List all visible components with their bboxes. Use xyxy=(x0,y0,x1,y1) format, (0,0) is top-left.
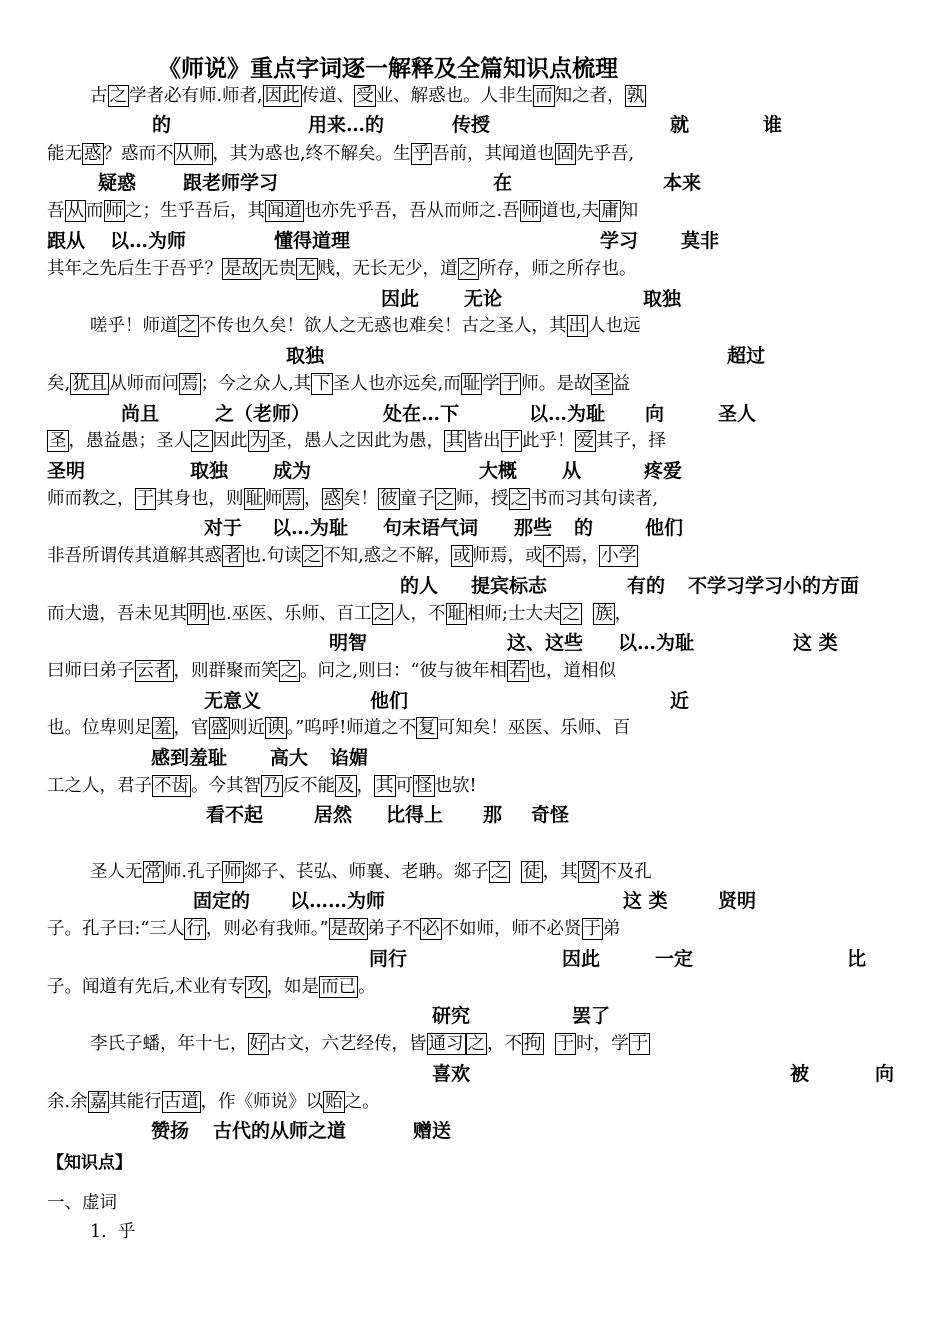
text-segment: 李氏子蟠，年十七， xyxy=(90,1034,248,1054)
boxed-keyword: 拘 xyxy=(524,1034,542,1054)
text-segment: 人也远 xyxy=(588,316,641,336)
boxed-keyword: 圣 xyxy=(49,431,67,451)
text-segment: 反不能 xyxy=(282,776,335,796)
text-segment: ， xyxy=(304,489,322,509)
gloss-annotation: 提宾标志 xyxy=(471,575,548,597)
text-segment: 。”呜呼!师道之不 xyxy=(286,718,417,738)
boxed-keyword: 不 xyxy=(544,546,563,566)
boxed-keyword: 之 xyxy=(562,604,580,624)
text-segment: 而大遗，吾未见其 xyxy=(47,604,187,624)
text-segment: 子。闻道有先后,术业有专 xyxy=(47,977,246,997)
text-segment: 矣, xyxy=(47,374,71,394)
gloss-annotation: 在 xyxy=(493,172,513,194)
text-segment: ？惑而不 xyxy=(103,144,174,164)
boxed-keyword: 嘉 xyxy=(89,1092,108,1112)
gloss-annotation: 成为 xyxy=(273,460,312,482)
gloss-annotation: 句末语气词 xyxy=(383,517,479,539)
boxed-keyword: 是故 xyxy=(224,259,259,279)
boxed-keyword: 出 xyxy=(568,316,586,336)
boxed-keyword: 之 xyxy=(109,86,127,106)
boxed-keyword: 庸 xyxy=(601,201,619,221)
gloss-annotation: 的 xyxy=(152,114,172,136)
text-segment: 也.句读 xyxy=(243,546,302,566)
text-segment: 则近 xyxy=(230,718,265,738)
gloss-annotation: 懂得道理 xyxy=(274,230,351,252)
boxed-keyword: 孰 xyxy=(626,86,645,106)
boxed-keyword: 于 xyxy=(556,1034,575,1054)
text-segment: 师而教之， xyxy=(47,489,135,509)
boxed-keyword: 师 xyxy=(105,201,123,221)
text-segment: 书而习其句读者, xyxy=(530,489,659,509)
gloss-annotation: 奇怪 xyxy=(531,804,570,826)
source-text-line xyxy=(47,491,658,509)
gloss-annotation: 罢了 xyxy=(572,1005,611,1027)
text-segment: 其身也，则 xyxy=(156,489,244,509)
text-segment: 吾 xyxy=(47,201,65,221)
boxed-keyword: 复 xyxy=(418,718,436,738)
boxed-keyword: 之 xyxy=(303,546,322,566)
text-segment: 贱，无长无少，道 xyxy=(317,259,458,279)
text-segment: 工之人，君子 xyxy=(47,776,152,796)
text-segment: 师，授 xyxy=(456,489,509,509)
boxed-keyword: 师 xyxy=(224,862,242,882)
gloss-annotation: 传授 xyxy=(452,114,491,136)
boxed-keyword: 因此 xyxy=(264,86,300,106)
text-segment: 传道、 xyxy=(301,86,355,106)
gloss-annotation: 居然 xyxy=(314,804,353,826)
text-segment: 能无 xyxy=(47,144,82,164)
gloss-annotation: 近 xyxy=(670,690,690,712)
source-text-line xyxy=(47,921,621,939)
gloss-annotation: 跟老师学习 xyxy=(183,172,279,194)
gloss-annotation: 不学习学习小的方面 xyxy=(688,575,860,597)
gloss-annotation: 疼爱 xyxy=(644,460,683,482)
text-segment: 。今其智 xyxy=(191,776,261,796)
text-segment: 其年之先后生于吾乎？ xyxy=(47,259,222,279)
gloss-annotation: 这 类 xyxy=(623,890,668,912)
gloss-annotation: 这 类 xyxy=(793,632,838,654)
gloss-annotation: 学习 xyxy=(600,230,639,252)
text-segment: 。问之,则曰：“彼与彼年相 xyxy=(300,661,508,681)
boxed-keyword: 攻 xyxy=(247,977,265,997)
gloss-annotation: 处在…下 xyxy=(383,403,460,425)
boxed-keyword: 之 xyxy=(459,259,477,279)
text-segment: 弟子不 xyxy=(367,919,421,939)
boxed-keyword: 其 xyxy=(376,776,394,796)
boxed-keyword: 贻 xyxy=(325,1092,343,1112)
boxed-keyword: 行 xyxy=(186,919,204,939)
boxed-keyword: 固 xyxy=(556,144,575,164)
gloss-annotation: 被 xyxy=(790,1063,810,1085)
gloss-annotation: 尚且 xyxy=(121,403,160,425)
gloss-annotation: 的人 xyxy=(400,575,439,597)
text-segment: 师焉，或 xyxy=(472,546,543,566)
boxed-keyword: 若 xyxy=(509,661,527,681)
source-text-line xyxy=(47,979,376,997)
gloss-annotation: 本来 xyxy=(663,172,702,194)
text-segment: 。 xyxy=(358,977,376,997)
text-segment xyxy=(544,1034,555,1054)
text-segment: ，作《师说》以 xyxy=(200,1092,324,1112)
boxed-keyword: 于 xyxy=(502,431,520,451)
text-segment: 嗟乎！师道 xyxy=(90,316,178,336)
text-segment: 学 xyxy=(482,374,500,394)
text-segment: 无贵 xyxy=(261,259,296,279)
text-segment: 而 xyxy=(86,201,104,221)
text-segment: 童子 xyxy=(399,489,435,509)
gloss-annotation: 以…为耻 xyxy=(529,403,606,425)
boxed-keyword: 爱 xyxy=(576,431,594,451)
text-segment: 不如师，师不必贤 xyxy=(441,919,582,939)
source-text-line xyxy=(47,203,638,221)
gloss-annotation: 以…为耻 xyxy=(618,632,695,654)
gloss-annotation: 感到羞耻 xyxy=(151,747,228,769)
text-segment: 焉， xyxy=(564,546,600,566)
gloss-annotation: 他们 xyxy=(645,517,684,539)
gloss-annotation: 看不起 xyxy=(206,804,264,826)
gloss-annotation: 那 xyxy=(483,804,503,826)
source-text-line xyxy=(47,376,630,394)
boxed-keyword: 于 xyxy=(583,919,602,939)
gloss-annotation: 莫非 xyxy=(681,230,720,252)
text-segment: 师 xyxy=(265,489,283,509)
source-text-line xyxy=(47,1094,380,1112)
gloss-annotation: 疑惑 xyxy=(98,172,137,194)
text-segment: 郯子、苌弘、师襄、老聃。郯子 xyxy=(243,862,489,882)
boxed-keyword: 耻 xyxy=(462,374,481,394)
boxed-keyword: 不齿 xyxy=(154,776,189,796)
gloss-annotation: 以…为耻 xyxy=(272,517,349,539)
text-segment: 益 xyxy=(612,374,631,394)
source-text-line xyxy=(47,261,637,279)
gloss-annotation: 圣人 xyxy=(718,403,757,425)
gloss-annotation: 比得上 xyxy=(386,804,444,826)
boxed-keyword: 者 xyxy=(224,546,242,566)
text-segment: 圣人也亦远矣,而 xyxy=(332,374,461,394)
text-segment: 非吾所谓传其道解其惑 xyxy=(47,546,222,566)
text-segment: 从师而问 xyxy=(109,374,180,394)
boxed-keyword: 云者 xyxy=(136,661,172,681)
source-text-line xyxy=(47,548,638,566)
text-segment: 其子，择 xyxy=(596,431,666,451)
boxed-keyword: 于 xyxy=(136,489,154,509)
gloss-annotation: 那些 xyxy=(514,517,553,539)
text-segment: 也。位卑则足 xyxy=(47,718,152,738)
text-segment: 之；生乎吾后，其 xyxy=(125,201,265,221)
source-text-line xyxy=(47,720,630,738)
gloss-annotation: 喜欢 xyxy=(432,1063,471,1085)
boxed-keyword: 必 xyxy=(422,919,440,939)
text-segment: ，其 xyxy=(542,862,578,882)
source-text-line xyxy=(47,606,632,624)
text-segment: ， xyxy=(614,604,633,624)
source-text-line xyxy=(90,864,652,882)
text-segment: ，则必有我师。” xyxy=(205,919,329,939)
boxed-keyword: 耻 xyxy=(245,489,263,509)
source-text-line xyxy=(47,778,477,796)
text-segment: 知 xyxy=(620,201,639,221)
boxed-keyword: 焉 xyxy=(284,489,302,509)
gloss-annotation: 一定 xyxy=(655,948,694,970)
boxed-keyword: 受 xyxy=(356,86,374,106)
gloss-annotation: 取独 xyxy=(190,460,229,482)
boxed-keyword: 盛 xyxy=(210,718,228,738)
boxed-keyword: 从师 xyxy=(175,144,211,164)
source-text-line xyxy=(90,1036,650,1054)
gloss-annotation: 从 xyxy=(562,460,582,482)
text-segment: 先乎吾, xyxy=(576,144,635,164)
text-segment xyxy=(510,862,521,882)
text-segment: ，愚益愚；圣人 xyxy=(68,431,191,451)
gloss-annotation: 研究 xyxy=(432,1005,471,1027)
gloss-annotation: 这、这些 xyxy=(507,632,584,654)
gloss-annotation: 古代的从师之道 xyxy=(213,1120,347,1142)
boxed-keyword: 之 xyxy=(467,1034,485,1054)
text-segment: 此乎！ xyxy=(522,431,575,451)
gloss-annotation: 因此 xyxy=(381,288,420,310)
boxed-keyword: 于 xyxy=(501,374,520,394)
boxed-keyword: 小学 xyxy=(601,546,637,566)
source-text-line xyxy=(47,146,634,164)
boxed-keyword: 惑 xyxy=(84,144,102,164)
boxed-keyword: 为 xyxy=(249,431,267,451)
boxed-keyword: 从 xyxy=(66,201,84,221)
boxed-keyword: 而已 xyxy=(321,977,357,997)
section-heading: 【知识点】 xyxy=(47,1153,132,1173)
gloss-annotation: 圣明 xyxy=(47,460,86,482)
boxed-keyword: 之 xyxy=(179,316,197,336)
gloss-annotation: 比 xyxy=(847,948,867,970)
text-segment: 可 xyxy=(395,776,413,796)
text-segment: 矣！ xyxy=(343,489,378,509)
text-segment: 也.巫医、乐师、百工 xyxy=(208,604,372,624)
boxed-keyword: 圣 xyxy=(593,374,611,394)
gloss-annotation: 赞扬 xyxy=(151,1120,190,1142)
gloss-annotation: 跟从 xyxy=(47,230,86,252)
text-segment: 因此 xyxy=(212,431,248,451)
boxed-keyword: 通习 xyxy=(428,1034,464,1054)
source-text-line xyxy=(47,433,666,451)
boxed-keyword: 之 xyxy=(436,489,454,509)
gloss-annotation: 之（老师） xyxy=(215,403,311,425)
text-segment: 不传也久矣！欲人之无惑也难矣！古之圣人，其 xyxy=(199,316,567,336)
boxed-keyword: 之 xyxy=(193,431,211,451)
text-segment: ；今之众人,其 xyxy=(200,374,312,394)
boxed-keyword: 贤 xyxy=(579,862,598,882)
text-segment: 也，道相似 xyxy=(528,661,617,681)
gloss-annotation: 固定的 xyxy=(193,890,251,912)
text-segment: 人，不 xyxy=(393,604,446,624)
text-segment: 业、解惑也。人非生 xyxy=(375,86,534,106)
boxed-keyword: 犹且 xyxy=(72,374,108,394)
gloss-annotation: 无论 xyxy=(464,288,503,310)
boxed-keyword: 之 xyxy=(280,661,298,681)
text-segment: 之。 xyxy=(344,1092,380,1112)
text-segment: 曰师曰弟子 xyxy=(47,661,135,681)
text-segment: 皆出 xyxy=(465,431,501,451)
source-text-line xyxy=(90,88,646,106)
outline-item-2: 1. 乎 xyxy=(90,1222,136,1242)
text-segment: 可知矣！巫医、乐师、百 xyxy=(437,718,631,738)
boxed-keyword: 谀 xyxy=(267,718,285,738)
source-text-line xyxy=(47,663,616,681)
text-segment: 吾前，其闻道也 xyxy=(432,144,555,164)
gloss-annotation: 谄媚 xyxy=(330,747,369,769)
text-segment: 也欤! xyxy=(434,776,477,796)
text-segment: 其能行 xyxy=(109,1092,162,1112)
boxed-keyword: 羞 xyxy=(154,718,172,738)
text-segment: 也亦先乎吾，吾从而师之.吾 xyxy=(304,201,520,221)
boxed-keyword: 怪 xyxy=(415,776,433,796)
boxed-keyword: 惑 xyxy=(323,489,341,509)
gloss-annotation: 就 xyxy=(670,114,690,136)
gloss-annotation: 同行 xyxy=(369,948,408,970)
text-segment: 所存，师之所存也。 xyxy=(479,259,637,279)
boxed-keyword: 是故 xyxy=(330,919,366,939)
boxed-keyword: 之 xyxy=(490,862,509,882)
gloss-annotation: 他们 xyxy=(370,690,409,712)
gloss-annotation: 对于 xyxy=(204,517,243,539)
gloss-annotation: 无意义 xyxy=(204,690,262,712)
text-segment: 学者必有师.师者, xyxy=(129,86,263,106)
document-title: 《师说》重点字词逐一解释及全篇知识点梳理 xyxy=(158,55,618,82)
gloss-annotation: 贤明 xyxy=(718,890,757,912)
text-segment: ，不 xyxy=(487,1034,522,1054)
text-segment: 时，学 xyxy=(576,1034,629,1054)
gloss-annotation: 谁 xyxy=(763,114,783,136)
boxed-keyword: 及 xyxy=(337,776,355,796)
gloss-annotation: 高大 xyxy=(270,747,309,769)
boxed-keyword: 于 xyxy=(630,1034,649,1054)
text-segment: 余.余 xyxy=(47,1092,88,1112)
boxed-keyword: 好 xyxy=(249,1034,267,1054)
gloss-annotation: 以…为师 xyxy=(110,230,187,252)
gloss-annotation: 取独 xyxy=(643,288,682,310)
outline-item-1: 一、虚词 xyxy=(47,1193,117,1213)
text-segment xyxy=(582,604,593,624)
gloss-annotation: 大概 xyxy=(479,460,518,482)
boxed-keyword: 常 xyxy=(144,862,162,882)
boxed-keyword: 古道 xyxy=(163,1092,199,1112)
gloss-annotation: 明智 xyxy=(329,632,368,654)
gloss-annotation: 向 xyxy=(875,1063,895,1085)
boxed-keyword: 徒 xyxy=(523,862,541,882)
text-segment: ，官 xyxy=(173,718,209,738)
text-segment: 不知,惑之不解， xyxy=(323,546,452,566)
boxed-keyword: 乃 xyxy=(263,776,281,796)
gloss-annotation: 有的 xyxy=(627,575,666,597)
text-segment: 相师;士大夫 xyxy=(467,604,561,624)
text-segment: 圣人无 xyxy=(90,862,143,882)
text-segment: ， xyxy=(356,776,374,796)
boxed-keyword: 明 xyxy=(189,604,207,624)
boxed-keyword: 下 xyxy=(313,374,331,394)
boxed-keyword: 而 xyxy=(535,86,553,106)
gloss-annotation: 以……为师 xyxy=(290,890,386,912)
text-segment: 师.孔子 xyxy=(164,862,223,882)
gloss-annotation: 因此 xyxy=(562,948,601,970)
text-segment: 知之者， xyxy=(554,86,625,106)
text-segment: ，则群聚而笑 xyxy=(173,661,279,681)
boxed-keyword: 族 xyxy=(595,604,613,624)
boxed-keyword: 无 xyxy=(298,259,316,279)
gloss-annotation: 用来…的 xyxy=(308,114,385,136)
text-segment: 古文，六艺经传，皆 xyxy=(269,1034,427,1054)
text-segment: 道也,夫 xyxy=(541,201,600,221)
text-segment: 师。是故 xyxy=(521,374,592,394)
boxed-keyword: 乎 xyxy=(412,144,431,164)
boxed-keyword: 焉 xyxy=(181,374,199,394)
boxed-keyword: 之 xyxy=(373,604,392,624)
boxed-keyword: 或 xyxy=(453,546,471,566)
text-segment: 子。孔子曰:“三人 xyxy=(47,919,185,939)
boxed-keyword: 师 xyxy=(521,201,540,221)
text-segment: 圣，愚人之因此为愚， xyxy=(269,431,444,451)
text-segment: 弟 xyxy=(603,919,621,939)
gloss-annotation: 取独 xyxy=(286,345,325,367)
gloss-annotation: 超过 xyxy=(727,345,766,367)
text-segment: 不及孔 xyxy=(599,862,652,882)
text-segment: ，如是 xyxy=(266,977,320,997)
boxed-keyword: 其 xyxy=(446,431,464,451)
boxed-keyword: 之 xyxy=(510,489,528,509)
text-segment: ，其为惑也,终不解矣。生 xyxy=(212,144,411,164)
boxed-keyword: 彼 xyxy=(380,489,398,509)
boxed-keyword: 耻 xyxy=(447,604,466,624)
gloss-annotation: 的 xyxy=(574,517,594,539)
gloss-annotation: 向 xyxy=(645,403,665,425)
source-text-line xyxy=(90,318,641,336)
text-segment: 古 xyxy=(90,86,108,106)
gloss-annotation: 赠送 xyxy=(413,1120,452,1142)
boxed-keyword: 闻道 xyxy=(267,201,302,221)
